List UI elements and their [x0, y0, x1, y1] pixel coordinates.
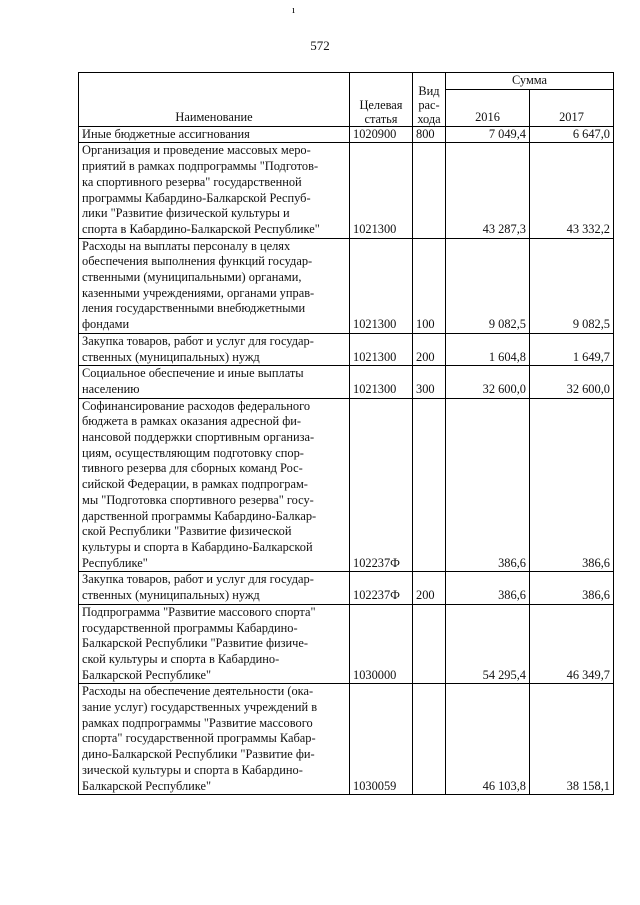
row-name-line: казенными учреждениями, органами управ- [82, 285, 315, 300]
header-line: рас- [418, 97, 440, 112]
row-name-line: сийской Федерации, в рамках подпрограм- [82, 477, 308, 492]
row-sum-2016: 32 600,0 [446, 366, 530, 398]
row-name-line: ления государственными внебюджетными [82, 301, 306, 316]
row-name-line: государственной программы Кабардино- [82, 620, 298, 635]
table-row [79, 604, 614, 684]
row-expense-type: 800 [413, 126, 446, 143]
row-name-line: обеспечения выполнения функций государ- [82, 254, 313, 269]
row-name-line: тивного резерва для сборных команд Рос- [82, 461, 303, 476]
table-row [79, 398, 614, 572]
row-name-line: Республике" [82, 555, 148, 570]
row-name-line: Социальное обеспечение и иные выплаты [82, 366, 304, 381]
row-name-line: мы "Подготовка спортивного резерва" госу- [82, 492, 314, 507]
header-line: Целевая [359, 97, 403, 112]
table-body [79, 126, 614, 795]
row-name-line: ской культуры и спорта в Кабардино- [82, 651, 280, 666]
table-row [79, 333, 614, 365]
row-name-line: ка спортивного резерва" государственной [82, 174, 302, 189]
row-name-line: ственными (муниципальными) органами, [82, 270, 302, 285]
row-sum-2016: 1 604,8 [446, 333, 530, 365]
row-name-line: спорта в Кабардино-Балкарской Республике" [82, 221, 320, 236]
row-name-line: Балкарской Республике" [82, 778, 212, 793]
row-name-line: Организация и проведение массовых меро- [82, 143, 311, 158]
row-target-article: 102237Ф [350, 398, 413, 572]
row-name-line: Балкарской Республике" [82, 667, 212, 682]
row-sum-2017: 38 158,1 [530, 684, 614, 795]
row-sum-2016: 43 287,3 [446, 143, 530, 238]
row-sum-2017: 43 332,2 [530, 143, 614, 238]
row-name [79, 143, 350, 238]
header-line: Вид [418, 83, 440, 98]
row-name-line: рамках подпрограммы "Развитие массового [82, 715, 313, 730]
row-expense-type: 200 [413, 572, 446, 604]
row-name-line: дино-Балкарской Республики "Развитие фи- [82, 747, 315, 762]
header-name: Наименование [79, 73, 350, 127]
page-number: 572 [310, 38, 330, 53]
row-sum-2016: 54 295,4 [446, 604, 530, 684]
row-sum-2017: 386,6 [530, 398, 614, 572]
row-name-line: циям, осуществляющим подготовку спор- [82, 445, 304, 460]
row-name-line: фондами [82, 317, 130, 332]
row-name-line: зической культуры и спорта в Кабардино- [82, 762, 303, 777]
row-expense-type: 100 [413, 238, 446, 333]
row-name-line: ской Республики "Развитие физической [82, 524, 292, 539]
row-sum-2016: 386,6 [446, 398, 530, 572]
row-name [79, 238, 350, 333]
row-name-line: зание услуг) государственных учреждений в [82, 700, 318, 715]
row-name-line: Закупка товаров, работ и услуг для государ- [82, 572, 314, 587]
row-name-line: дарственной программы Кабардино-Балкар- [82, 508, 317, 523]
row-name-line: спорта" государственной программы Кабар- [82, 731, 316, 746]
table-row [79, 684, 614, 795]
row-name-line: населению [82, 381, 140, 396]
header-year-2017: 2017 [530, 89, 614, 126]
row-name [79, 684, 350, 795]
row-expense-type [413, 398, 446, 572]
row-name-line: лики "Развитие физической культуры и [82, 206, 290, 221]
row-name-line: программы Кабардино-Балкарской Респуб- [82, 190, 311, 205]
row-sum-2017: 46 349,7 [530, 604, 614, 684]
row-sum-2016: 46 103,8 [446, 684, 530, 795]
row-target-article: 1020900 [350, 126, 413, 143]
table-header [79, 73, 614, 127]
row-expense-type [413, 684, 446, 795]
row-expense-type: 300 [413, 366, 446, 398]
row-name [79, 366, 350, 398]
row-target-article: 1030000 [350, 604, 413, 684]
row-name-line: Софинансирование расходов федерального [82, 398, 311, 413]
table-row [79, 572, 614, 604]
row-target-article: 1021300 [350, 366, 413, 398]
row-sum-2017: 9 082,5 [530, 238, 614, 333]
header-year-2016: 2016 [446, 89, 530, 126]
row-name [79, 604, 350, 684]
row-name-line: ственных (муниципальных) нужд [82, 588, 260, 603]
row-name-line: Расходы на выплаты персоналу в целях [82, 238, 291, 253]
row-name-line: Закупка товаров, работ и услуг для государ- [82, 333, 314, 348]
table-row [79, 366, 614, 398]
row-sum-2016: 7 049,4 [446, 126, 530, 143]
row-sum-2016: 386,6 [446, 572, 530, 604]
row-name [79, 398, 350, 572]
row-target-article: 1030059 [350, 684, 413, 795]
table-row [79, 238, 614, 333]
row-sum-2017: 1 649,7 [530, 333, 614, 365]
header-expense-type [413, 73, 446, 127]
header-line: хода [417, 111, 441, 126]
header-target-article [350, 73, 413, 127]
row-name-line: Иные бюджетные ассигнования [82, 126, 250, 141]
table-row [79, 143, 614, 238]
table-row [79, 126, 614, 143]
row-name [79, 572, 350, 604]
row-name-line: Подпрограмма "Развитие массового спорта" [82, 604, 316, 619]
row-target-article: 102237Ф [350, 572, 413, 604]
row-name [79, 126, 350, 143]
row-sum-2016: 9 082,5 [446, 238, 530, 333]
row-target-article: 1021300 [350, 143, 413, 238]
row-sum-2017: 386,6 [530, 572, 614, 604]
row-name-line: приятий в рамках подпрограммы "Подготов- [82, 159, 319, 174]
row-name-line: Расходы на обеспечение деятельности (ока- [82, 684, 314, 699]
row-name-line: ственных (муниципальных) нужд [82, 349, 260, 364]
row-target-article: 1021300 [350, 238, 413, 333]
row-name-line: Балкарской Республики "Развитие физиче- [82, 636, 309, 651]
header-sum: Сумма [446, 73, 614, 90]
budget-table [78, 72, 614, 795]
row-sum-2017: 6 647,0 [530, 126, 614, 143]
row-sum-2017: 32 600,0 [530, 366, 614, 398]
row-expense-type [413, 143, 446, 238]
header-line: статья [364, 111, 398, 126]
scan-mark: ı [292, 4, 296, 16]
row-expense-type: 200 [413, 333, 446, 365]
row-expense-type [413, 604, 446, 684]
row-name-line: нансовой поддержки спортивным организа- [82, 430, 315, 445]
row-name-line: бюджета в рамках оказания адресной фи- [82, 414, 302, 429]
row-name-line: культуры и спорта в Кабардино-Балкарской [82, 539, 313, 554]
row-target-article: 1021300 [350, 333, 413, 365]
row-name [79, 333, 350, 365]
